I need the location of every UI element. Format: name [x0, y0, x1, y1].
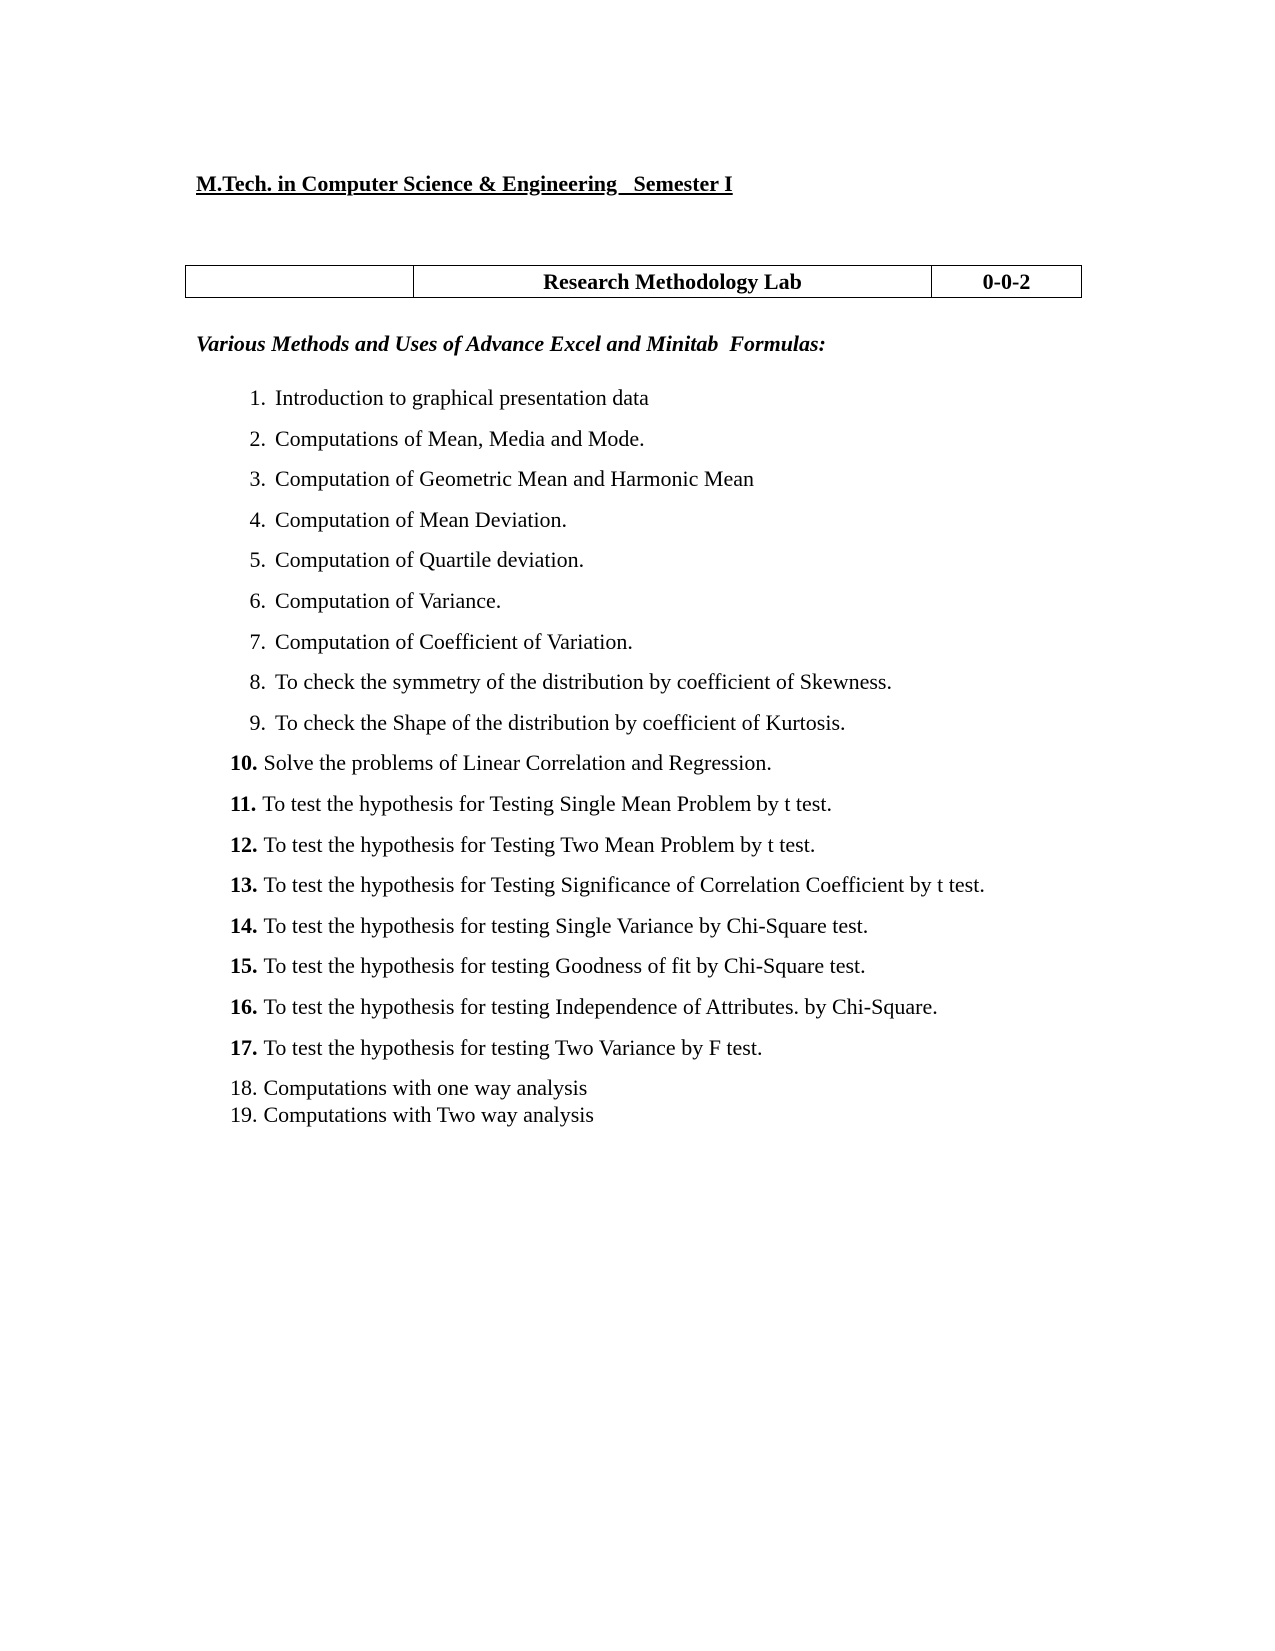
course-code-cell — [186, 266, 414, 298]
item-text: Computation of Coefficient of Variation. — [275, 628, 633, 654]
item-number: 4. — [249, 506, 266, 532]
item-number: 15. — [230, 953, 258, 979]
list-item — [230, 749, 985, 790]
list-item — [230, 1074, 985, 1101]
list-item — [230, 993, 985, 1034]
item-text: To test the hypothesis for testing Independence of Attributes. by Chi-Square. — [263, 993, 938, 1019]
item-number: 6. — [249, 587, 266, 613]
item-number: 16. — [230, 993, 258, 1019]
item-number: 12. — [230, 831, 258, 857]
course-table — [185, 265, 1082, 298]
item-text: Computation of Variance. — [275, 587, 502, 613]
item-number: 19. — [230, 1102, 258, 1128]
item-number: 9. — [249, 709, 266, 735]
item-text: To test the hypothesis for testing Goodness of fit by Chi-Square test. — [263, 953, 866, 979]
list-item — [230, 506, 985, 547]
item-text: To test the hypothesis for testing Single Variance by Chi-Square test. — [263, 912, 869, 938]
item-number: 7. — [249, 628, 266, 654]
item-text: To check the Shape of the distribution by coefficient of Kurtosis. — [275, 709, 846, 735]
item-text: To test the hypothesis for Testing Two Mean Problem by t test. — [263, 831, 816, 857]
list-item — [230, 871, 985, 912]
item-number: 17. — [230, 1034, 258, 1060]
item-number: 1. — [249, 385, 266, 410]
credits-cell: 0-0-2 — [932, 266, 1082, 298]
list-item — [230, 1101, 985, 1128]
experiment-list — [230, 384, 985, 1128]
item-number: 8. — [249, 669, 266, 695]
list-item — [230, 912, 985, 953]
list-item — [230, 1034, 985, 1075]
item-number: 5. — [249, 547, 266, 573]
item-text: Computation of Quartile deviation. — [275, 547, 585, 573]
list-item — [230, 465, 985, 506]
list-item — [230, 668, 985, 709]
list-item — [230, 384, 985, 425]
list-item — [230, 952, 985, 993]
item-number: 13. — [230, 872, 258, 898]
item-text: Computations with one way analysis — [263, 1075, 588, 1101]
item-text: To test the hypothesis for Testing Single Mean Problem by t test. — [262, 790, 832, 816]
item-number: 11. — [230, 790, 257, 816]
item-text: Solve the problems of Linear Correlation and Regression. — [263, 750, 772, 776]
item-text: Computations of Mean, Media and Mode. — [275, 425, 645, 451]
page-title: M.Tech. in Computer Science & Engineering Semester I — [196, 171, 733, 196]
item-text: Introduction to graphical presentation data — [275, 385, 649, 410]
list-item — [230, 628, 985, 669]
item-number: 18. — [230, 1075, 258, 1101]
course-table-row — [186, 266, 1082, 298]
item-text: Computations with Two way analysis — [263, 1102, 594, 1128]
item-number: 10. — [230, 750, 258, 776]
list-item — [230, 790, 985, 831]
item-text: Computation of Geometric Mean and Harmonic Mean — [275, 466, 754, 492]
item-text: To check the symmetry of the distribution by coefficient of Skewness. — [275, 669, 892, 695]
list-item — [230, 587, 985, 628]
item-number: 3. — [249, 466, 266, 492]
item-number: 14. — [230, 912, 258, 938]
course-name-cell: Research Methodology Lab — [414, 266, 932, 298]
item-number: 2. — [249, 425, 266, 451]
item-text: To test the hypothesis for testing Two Variance by F test. — [263, 1034, 763, 1060]
list-item — [230, 831, 985, 872]
item-text: To test the hypothesis for Testing Significance of Correlation Coefficient by t test. — [263, 872, 985, 898]
list-item — [230, 546, 985, 587]
section-heading: Various Methods and Uses of Advance Excel and Minitab Formulas: — [196, 331, 826, 356]
item-text: Computation of Mean Deviation. — [275, 506, 568, 532]
list-item — [230, 425, 985, 466]
list-item — [230, 709, 985, 750]
